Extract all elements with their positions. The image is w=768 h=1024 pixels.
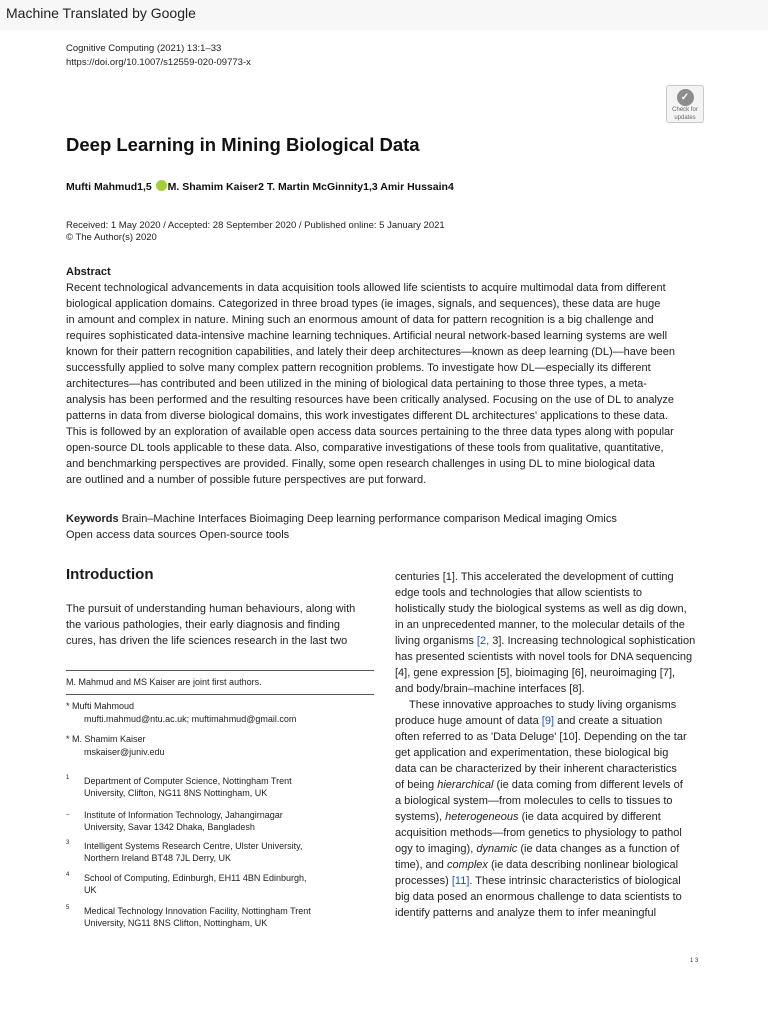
body-line: and body/brain–machine interfaces [8]. — [395, 683, 585, 695]
abstract-line: This is followed by an exploration of available open access data sources pertaining to the three data types along with popular — [66, 426, 674, 438]
badge-text-line2: updates — [674, 115, 696, 121]
body-line: get application and experimentation, these biological big — [395, 747, 669, 759]
journal-info — [66, 42, 251, 70]
footnote-divider — [66, 694, 374, 695]
author-first: Mufti Mahmud1,5 — [66, 181, 155, 193]
orcid-icon[interactable] — [156, 180, 167, 191]
paper-title: Deep Learning in Mining Biological Data — [66, 134, 420, 155]
abstract-line: in amount and complex in nature. Mining such an enormous amount of data for pattern recognition is a big challenge and — [66, 314, 654, 326]
author-rest: M. Shamim Kaiser2 T. Martin McGinnity1,3 Amir Hussain4 — [167, 181, 454, 193]
abstract-line: analysis has been performed and the resulting resources have been critically analysed. Focusing on the use of DL to analyze — [66, 394, 675, 406]
affiliation-line: Department of Computer Science, Nottingham Trent — [84, 776, 292, 786]
abstract-line: Recent technological advancements in data acquisition tools allowed life scientists to acquire multimodal data from different — [66, 282, 666, 294]
affiliation-number: 5 — [66, 905, 70, 911]
body-line: data can be characterized by their inherent characteristics — [395, 763, 677, 775]
body-line: big data posed an enormous challenge to data scientists to — [395, 891, 682, 903]
email-link[interactable]: mufti.mahmud@ntu.ac.uk; muftimahmud@gmail.com — [84, 714, 297, 724]
translation-banner-bar — [0, 0, 768, 30]
body-text: (ie data describing nonlinear biological — [487, 859, 679, 871]
body-line: identify patterns and analyze them to infer meaningful — [395, 907, 657, 919]
footnote-divider — [66, 670, 374, 671]
email-link[interactable]: mskaiser@juniv.edu — [84, 747, 165, 757]
affiliation-number: 4 — [66, 872, 70, 878]
abstract-line: are outlined and a number of possible future perspectives are put forward. — [66, 474, 427, 486]
keywords-line2: Open access data sources Open-source tools — [66, 529, 290, 541]
affiliation — [66, 809, 366, 833]
right-column-text — [395, 569, 717, 921]
introduction-heading: Introduction — [66, 566, 154, 583]
translation-banner: Machine Translated by Google — [6, 5, 196, 21]
introduction-paragraph — [66, 601, 374, 649]
citation-link[interactable]: [11] — [451, 875, 470, 887]
affiliation — [66, 775, 366, 799]
body-text: 3]. Increasing technological sophistication — [489, 635, 696, 647]
intro-line: The pursuit of understanding human behaviours, along with — [66, 603, 356, 615]
affiliation — [66, 905, 366, 929]
body-text: produce huge amount of data — [395, 715, 542, 727]
abstract-line: open-source DL tools applicable to these data. Also, comparative investigations of these tools from qualitative, quantitative, — [66, 442, 664, 454]
body-line — [395, 713, 717, 729]
affiliation-line: UK — [84, 885, 97, 895]
abstract-heading: Abstract — [66, 266, 111, 278]
badge-text-line1: Check for — [672, 107, 698, 113]
body-line: acquisition methods—from genetics to physiology to pathol — [395, 827, 682, 839]
bookmark-check-icon: ✓ — [677, 89, 694, 106]
author-list — [66, 180, 454, 193]
affiliation-line: Northern Ireland BT48 7JL Derry, UK — [84, 853, 232, 863]
body-line — [395, 841, 717, 857]
citation-link[interactable]: [2, — [476, 635, 490, 647]
affiliation — [66, 840, 366, 864]
body-text: (ie data coming from different levels of — [493, 779, 683, 791]
emphasis-text: hierarchical — [437, 779, 494, 791]
keywords-line1: Brain–Machine Interfaces Bioimaging Deep learning performance comparison Medical imaging Omics — [118, 513, 617, 525]
intro-line: cures, has driven the life sciences research in the last two — [66, 635, 348, 647]
affiliation — [66, 872, 366, 896]
corresponding-author-1 — [66, 700, 296, 726]
journal-citation: Cognitive Computing (2021) 13:1–33 — [66, 43, 222, 54]
keywords-label: Keywords — [66, 513, 119, 525]
body-line: holistically study the biological systems as well as dig down, — [395, 603, 687, 615]
affiliation-line: Institute of Information Technology, Jahangirnagar — [84, 810, 283, 820]
abstract-line: biological application domains. Categorized in three broad types (ie images, signals, and sequences), these data are huge — [66, 298, 661, 310]
body-text: living organisms — [395, 635, 477, 647]
affiliation-line: University, Clifton, NG11 8NS Nottingham, UK — [84, 788, 268, 798]
check-for-updates-badge[interactable] — [666, 85, 704, 123]
abstract-line: and benchmarking perspectives are provided. Finally, some open research challenges in using DL to mine biological data — [66, 458, 655, 470]
publication-dates — [66, 220, 445, 244]
abstract-line: architectures—has contributed and been utilized in the mining of biological data pertaining to those three types, a meta- — [66, 378, 647, 390]
body-text: and create a situation — [554, 715, 663, 727]
citation-link[interactable]: [9] — [541, 715, 555, 727]
emphasis-text: complex — [446, 859, 488, 871]
body-text: (ie data acquired by different — [518, 811, 661, 823]
body-text: . These intrinsic characteristics of biological — [469, 875, 681, 887]
affiliation-line: University, Savar 1342 Dhaka, Bangladesh — [84, 822, 255, 832]
abstract-line: patterns in data from diverse biological domains, this work investigates different DL architectures' applications to these data. — [66, 410, 668, 422]
body-line — [395, 809, 717, 825]
page-number: 1 3 — [690, 958, 699, 964]
affiliation-line: Intelligent Systems Research Centre, Ulster University, — [84, 841, 303, 851]
abstract-body — [66, 280, 718, 488]
body-line: [4], gene expression [5], bioimaging [6], neuroimaging [7], — [395, 667, 676, 679]
body-line: in an unprecedented manner, to the molecular details of the — [395, 619, 685, 631]
body-line: has presented scientists with novel tools for DNA sequencing — [395, 651, 693, 663]
joint-authors-note: M. Mahmud and MS Kaiser are joint first authors. — [66, 677, 262, 687]
affiliation-number: 1 — [66, 775, 70, 781]
keywords — [66, 511, 718, 543]
abstract-line: requires sophisticated data-intensive machine learning techniques. Artificial neural network-based learning systems are well — [66, 330, 668, 342]
emphasis-text: dynamic — [476, 843, 518, 855]
copyright-line: © The Author(s) 2020 — [66, 232, 157, 243]
body-text: processes) — [395, 875, 452, 887]
doi-link[interactable]: https://doi.org/10.1007/s12559-020-09773-x — [66, 57, 251, 68]
body-line: centuries [1]. This accelerated the development of cutting — [395, 571, 674, 583]
abstract-line: known for their pattern recognition capabilities, and lately their deep architectures—known as deep learning (DL)—have been — [66, 346, 676, 358]
body-line — [395, 633, 717, 649]
affiliation-line: School of Computing, Edinburgh, EH11 4BN Edinburgh, — [84, 873, 307, 883]
corr-name: * M. Shamim Kaiser — [66, 734, 146, 744]
emphasis-text: heterogeneous — [445, 811, 519, 823]
body-text: ogy to imaging), — [395, 843, 477, 855]
body-text: time), and — [395, 859, 447, 871]
body-text: of being — [395, 779, 438, 791]
body-line: often referred to as 'Data Deluge' [10]. Depending on the tar — [395, 731, 687, 743]
body-line — [395, 777, 717, 793]
affiliation-number: _ — [66, 809, 70, 815]
body-line: a biological system—from molecules to cells to tissues to — [395, 795, 673, 807]
body-line — [395, 857, 717, 873]
corr-name: * Mufti Mahmoud — [66, 701, 135, 711]
body-text: (ie data changes as a function of — [517, 843, 680, 855]
body-line: edge tools and technologies that allow scientists to — [395, 587, 643, 599]
intro-line: the various pathologies, their early diagnosis and finding — [66, 619, 340, 631]
body-line: These innovative approaches to study living organisms — [409, 699, 677, 711]
affiliation-line: Medical Technology Innovation Facility, Nottingham Trent — [84, 906, 311, 916]
affiliation-line: University, NG11 8NS Clifton, Nottingham, UK — [84, 918, 268, 928]
dates-line: Received: 1 May 2020 / Accepted: 28 September 2020 / Published online: 5 January 2021 — [66, 220, 445, 231]
abstract-line: successfully applied to solve many complex pattern recognition problems. To investigate how DL—especially its different — [66, 362, 651, 374]
body-text: systems), — [395, 811, 446, 823]
body-line — [395, 873, 717, 889]
corresponding-author-2 — [66, 733, 165, 759]
affiliation-number: 3 — [66, 840, 70, 846]
